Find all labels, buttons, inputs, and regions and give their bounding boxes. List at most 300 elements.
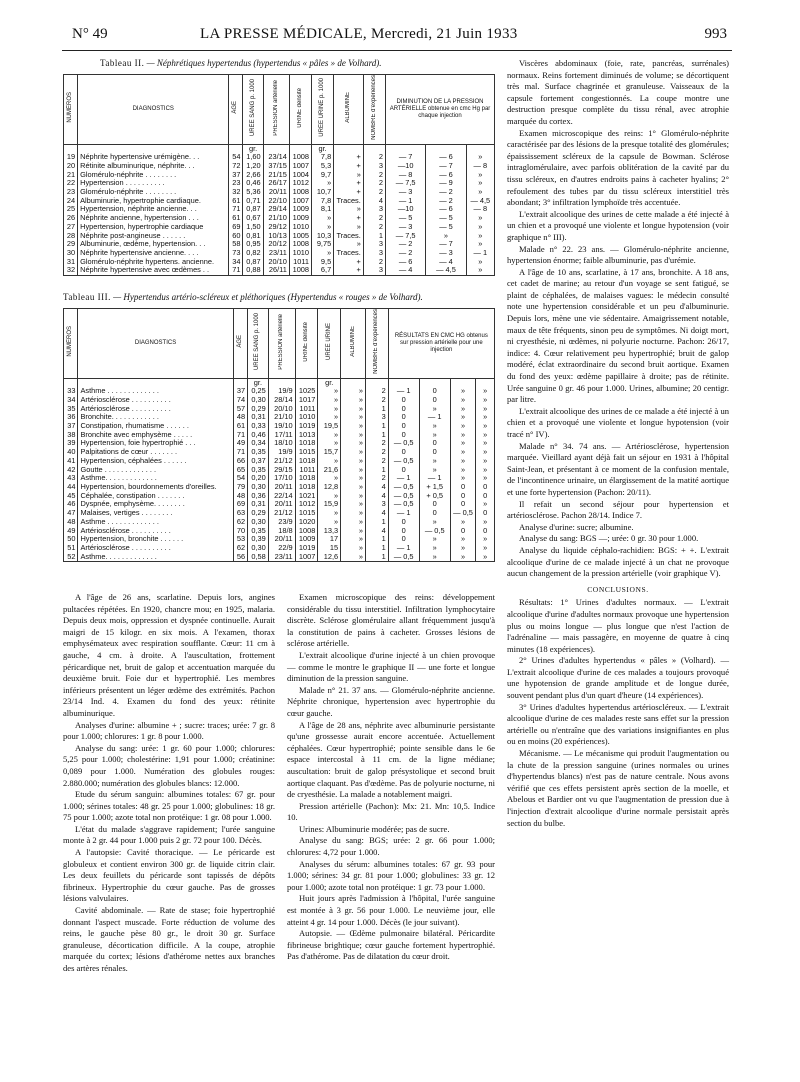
- paragraph: Analyses d'urine: albumine + ; sucre: traces; urée: 7 gr. 8 pour 1.000; chlorures: 1 gr. 8 pour 1.000.: [63, 719, 275, 742]
- table-cell: — 0,5: [388, 439, 419, 448]
- table-row: [64, 153, 495, 162]
- table-cell: 15: [318, 544, 341, 553]
- table-cell: 1,60: [243, 153, 263, 162]
- table-cell: 18/10: [268, 439, 295, 448]
- table-cell: 3: [363, 240, 385, 249]
- table-cell: 1010: [289, 223, 311, 232]
- table-cell: 0,35: [248, 466, 269, 475]
- table-cell: »: [476, 553, 495, 562]
- table-row: [64, 413, 495, 422]
- table-cell: — 1: [419, 474, 450, 483]
- diagnosis-cell: Hypertension, céphalées . . . . . .: [78, 457, 233, 466]
- table-cell: 63: [233, 509, 247, 518]
- table-cell: 0,30: [248, 483, 269, 492]
- table-cell: »: [466, 258, 494, 267]
- paragraph: Analyses du sérum: albumines totales: 67 gr. 93 pour 1.000; sérines: 34 gr. 81 pour 1.000; globulines: 33 gr. 12 pour 1.000; azote total non protéique: 1 gr. 73 pour 1.000.: [287, 858, 495, 892]
- table-cell: 46: [64, 500, 78, 509]
- table-cell: »: [466, 179, 494, 188]
- table-cell: 53: [233, 535, 247, 544]
- table-cell: 10/13: [263, 232, 289, 241]
- table-cell: 0,67: [243, 214, 263, 223]
- table-cell: »: [476, 448, 495, 457]
- table-cell: »: [476, 500, 495, 509]
- table-cell: — 1: [419, 413, 450, 422]
- table-cell: 34: [229, 258, 243, 267]
- diagnosis-cell: Asthme . . . . . . . . . . . . .: [78, 518, 233, 527]
- table-cell: »: [341, 474, 366, 483]
- table-cell: 1005: [289, 232, 311, 241]
- table-cell: »: [476, 396, 495, 405]
- table-cell: 12,8: [318, 483, 341, 492]
- table-cell: 4: [365, 527, 388, 536]
- table-cell: »: [341, 553, 366, 562]
- table-cell: — 1: [388, 509, 419, 518]
- table-cell: »: [341, 518, 366, 527]
- table-cell: 24: [64, 197, 78, 206]
- table-cell: 21/12: [268, 457, 295, 466]
- table-cell: 2: [363, 223, 385, 232]
- table-cell: »: [476, 405, 495, 414]
- table-cell: 0,58: [248, 553, 269, 562]
- table2-caption: Tableau II. — Néphrétiques hypertendus (hypertendus « pâles » de Volhard).: [100, 58, 382, 68]
- table-cell: Traces.: [334, 197, 364, 206]
- table-cell: 3: [365, 500, 388, 509]
- table-cell: 1011: [295, 466, 318, 475]
- table-cell: 1: [365, 405, 388, 414]
- t3-h-num: NUMÉROS: [64, 309, 78, 379]
- table-row: [64, 431, 495, 440]
- table-cell: 1: [365, 518, 388, 527]
- table-cell: 0: [388, 413, 419, 422]
- table-cell: 0: [419, 500, 450, 509]
- table-cell: »: [419, 457, 450, 466]
- table-cell: 1: [363, 232, 385, 241]
- table-cell: — 0,5: [388, 553, 419, 562]
- table-cell: 0: [450, 500, 476, 509]
- table-cell: — 8: [466, 162, 494, 171]
- table-cell: 23/9: [268, 518, 295, 527]
- table-cell: 26: [64, 214, 78, 223]
- table-cell: +: [334, 179, 364, 188]
- table-cell: 71: [229, 205, 243, 214]
- table-cell: 61: [229, 214, 243, 223]
- table-cell: — 4: [385, 266, 425, 275]
- table-cell: — 2: [385, 240, 425, 249]
- table-cell: — 7: [426, 240, 466, 249]
- table-cell: — 7: [385, 153, 425, 162]
- table-cell: 0: [419, 439, 450, 448]
- table-cell: 1: [365, 553, 388, 562]
- table-cell: 57: [233, 405, 247, 414]
- t3-h-pression: PRESSION artérielle: [268, 309, 295, 379]
- table-cell: 0,34: [248, 439, 269, 448]
- diagnosis-cell: Hypertension, foie hypertrophié . . .: [78, 439, 233, 448]
- table-cell: 1011: [289, 258, 311, 267]
- table-cell: — 0,5: [388, 457, 419, 466]
- table-cell: 21/12: [268, 509, 295, 518]
- table-cell: 0: [450, 483, 476, 492]
- table-cell: »: [341, 405, 366, 414]
- table-row: [64, 188, 495, 197]
- paragraph: Analyse du sang: BGS —; urée: 0 gr. 30 pour 1.000.: [519, 533, 699, 544]
- table-cell: »: [318, 405, 341, 414]
- table-cell: 2: [365, 396, 388, 405]
- table-cell: 56: [233, 553, 247, 562]
- table-cell: 54: [229, 153, 243, 162]
- diagnosis-cell: Néphrite hypertensive avec œdèmes . .: [78, 266, 229, 275]
- table-cell: »: [426, 232, 466, 241]
- table-cell: 1015: [295, 509, 318, 518]
- table-cell: Traces.: [334, 232, 364, 241]
- table-cell: 32: [64, 266, 78, 275]
- diagnosis-cell: Rétinite albuminurique, néphrite. . .: [78, 162, 229, 171]
- table-cell: 1019: [295, 544, 318, 553]
- page-number: 993: [704, 26, 727, 42]
- table-cell: — 5: [426, 214, 466, 223]
- table-cell: 1: [365, 422, 388, 431]
- table-cell: 69: [229, 223, 243, 232]
- table-cell: 10,3: [312, 232, 334, 241]
- table-cell: 0,46: [243, 179, 263, 188]
- table-cell: 0: [450, 492, 476, 501]
- table-cell: »: [466, 171, 494, 180]
- table-cell: 0,87: [243, 258, 263, 267]
- diagnosis-cell: Hypertension, néphrite ancienne. . .: [78, 205, 229, 214]
- table-cell: »: [318, 431, 341, 440]
- table-cell: 20/11: [268, 500, 295, 509]
- table-row: [64, 535, 495, 544]
- journal-title: LA PRESSE MÉDICALE, Mercredi, 21 Juin 1933: [200, 26, 518, 42]
- table-cell: 0: [419, 509, 450, 518]
- table-cell: »: [476, 544, 495, 553]
- table-cell: — 5: [385, 214, 425, 223]
- paragraph: Pression artérielle (Pachon): Mx: 21. Mn: 10,5. Indice 10.: [287, 800, 495, 823]
- table-cell: »: [466, 232, 494, 241]
- table-cell: 3: [363, 162, 385, 171]
- table-cell: 25: [64, 205, 78, 214]
- table-cell: 17: [318, 535, 341, 544]
- table-cell: 13,3: [318, 527, 341, 536]
- table-cell: 19/9: [268, 387, 295, 396]
- paragraph: L'extrait alcoolique d'urine injecté à un chien provoque — comme le montre le graphique II — une forte et longue diminution de la pression sanguine.: [287, 649, 495, 684]
- table-cell: 9,7: [312, 171, 334, 180]
- table-cell: +: [334, 188, 364, 197]
- paragraph: Analyse d'urine: sucre; albumine.: [519, 521, 634, 532]
- table-cell: 74: [233, 396, 247, 405]
- table-row: [64, 483, 495, 492]
- table-cell: »: [419, 553, 450, 562]
- table2-body: [64, 144, 495, 276]
- table-row: [64, 387, 495, 396]
- table-cell: 36: [64, 413, 78, 422]
- t2-h-num: NUMÉROS: [64, 75, 78, 145]
- diagnosis-cell: Artériosclérose . . . . . . . . . .: [78, 544, 233, 553]
- table-cell: »: [341, 396, 366, 405]
- t2-h-pression: PRESSION artérielle: [263, 75, 289, 145]
- table-cell: 7,8: [312, 197, 334, 206]
- table-cell: 27: [64, 223, 78, 232]
- table-cell: 49: [233, 439, 247, 448]
- table-cell: 20/10: [263, 258, 289, 267]
- table-cell: 62: [233, 544, 247, 553]
- table-cell: 17/10: [268, 474, 295, 483]
- table-cell: 29/14: [263, 205, 289, 214]
- table-cell: 61: [233, 422, 247, 431]
- table-row: [64, 500, 495, 509]
- table-cell: 19/9: [268, 448, 295, 457]
- table-row: [64, 509, 495, 518]
- table-cell: »: [341, 457, 366, 466]
- table-cell: 1010: [295, 413, 318, 422]
- table-row: [64, 457, 495, 466]
- table-cell: 39: [64, 439, 78, 448]
- paragraph: Examen microscopique des reins: 1° Glomérulo-néphrite caractérisée par des lésions de la presque totalité des glomérules; épaississement scléreux de la capsule de Bowman. Sclérose intraglomérulaire, avec parfois oblitération de la cavité par du tissu scléreux, en d'autres endroits pains à cacheter hyalins; 2° refoulement des tubes par du tissu scléreux interstitiel très abondant; 3° infiltration lymphoïde très accentuée.: [507, 127, 729, 208]
- table-cell: 1008: [289, 240, 311, 249]
- table-cell: 3: [363, 266, 385, 275]
- table-cell: »: [450, 396, 476, 405]
- page-header: [72, 26, 727, 48]
- diagnosis-cell: Néphrite post-angineuse . . . . . .: [78, 232, 229, 241]
- table-cell: — 7,5: [385, 232, 425, 241]
- table-cell: 1: [365, 466, 388, 475]
- table-cell: »: [419, 431, 450, 440]
- t2-h-albumine: ALBUMINE: [334, 75, 364, 145]
- table-row: [64, 240, 495, 249]
- table-cell: 1018: [295, 483, 318, 492]
- table-cell: »: [466, 214, 494, 223]
- table-cell: »: [318, 413, 341, 422]
- table-cell: 1: [365, 431, 388, 440]
- table-cell: 22: [64, 179, 78, 188]
- table-row: [64, 223, 495, 232]
- table-cell: 29/12: [263, 223, 289, 232]
- table-cell: 2,66: [243, 171, 263, 180]
- paragraph: Malade n° 21. 37 ans. — Glomérulo-néphrite ancienne. Néphrite chronique, hypertension avec hypertrophie du cœur gauche.: [287, 684, 495, 718]
- table-cell: »: [318, 509, 341, 518]
- table-cell: »: [476, 466, 495, 475]
- table-row: [64, 258, 495, 267]
- table-cell: 52: [64, 553, 78, 562]
- table-cell: 0,95: [243, 240, 263, 249]
- table-cell: »: [450, 518, 476, 527]
- table-cell: — 4: [426, 258, 466, 267]
- table-cell: 0,81: [243, 232, 263, 241]
- table-cell: »: [341, 431, 366, 440]
- diagnosis-cell: Bronchite avec emphysème . . . . .: [78, 431, 233, 440]
- table-cell: 0: [476, 527, 495, 536]
- table-cell: — 3: [385, 188, 425, 197]
- table-cell: —10: [385, 205, 425, 214]
- table-cell: 26/17: [263, 179, 289, 188]
- table-row: [64, 179, 495, 188]
- table-cell: 34: [64, 396, 78, 405]
- table-cell: 20: [64, 162, 78, 171]
- table-cell: 71: [229, 266, 243, 275]
- table-cell: 1018: [295, 439, 318, 448]
- table-cell: 29/15: [268, 466, 295, 475]
- table-cell: »: [341, 527, 366, 536]
- table-cell: + 1,5: [419, 483, 450, 492]
- table-cell: 49: [64, 527, 78, 536]
- table-cell: 0,71: [243, 197, 263, 206]
- table-cell: 1018: [295, 457, 318, 466]
- table-cell: »: [450, 431, 476, 440]
- diagnosis-cell: Néphrite hypertensive urémigène. . .: [78, 153, 229, 162]
- table-cell: »: [341, 413, 366, 422]
- table-cell: 47: [64, 509, 78, 518]
- t3-h-uree-urine: URÉE URINE: [318, 309, 341, 379]
- diagnosis-cell: Bronchite. . . . . . . . . . . .: [78, 413, 233, 422]
- table-cell: — 0,5: [388, 500, 419, 509]
- table-cell: 1008: [295, 527, 318, 536]
- t2-h-age: ÂGE: [229, 75, 243, 145]
- table-cell: 4: [365, 492, 388, 501]
- table-cell: — 2: [426, 197, 466, 206]
- table-cell: — 8: [466, 205, 494, 214]
- table-cell: »: [312, 223, 334, 232]
- table-cell: »: [341, 387, 366, 396]
- table-cell: 21,6: [318, 466, 341, 475]
- table-cell: 1025: [295, 387, 318, 396]
- table-cell: 0: [450, 527, 476, 536]
- diagnosis-cell: Néphrite ancienne, hypertension . . .: [78, 214, 229, 223]
- paragraph: A l'autopsie: Cavité thoracique. — Le péricarde est globuleux et contient environ 300 gr. de liquide citrin clair. Les deux feuillets du péricarde sont tapissés de dépôts fibrineux. Hypertrophie du cœur gauche. Pas de grosses lésions valvulaires.: [63, 847, 275, 904]
- table-cell: 2: [363, 258, 385, 267]
- table-cell: 1018: [295, 474, 318, 483]
- diagnosis-cell: Néphrite hypertensive ancienne. . . .: [78, 249, 229, 258]
- table-cell: 0,33: [248, 422, 269, 431]
- table-cell: 43: [64, 474, 78, 483]
- t2-h-nombre: NOMBRE d'expériences: [363, 75, 385, 145]
- table-cell: 15,7: [318, 448, 341, 457]
- paragraph: A l'âge de 26 ans, scarlatine. Depuis lors, angines pultacées répétées. En 1920, chancre mou; en 1925, malaria. Depuis deux mois, oppression et dyspnée continuelle. Aurait maigri de 15 kilogr. en six mois. A l'examen, thorax emphysémateux avec respiration soufflante. Cœur: 11 cm à gauche, 4 cm. à droite. A l'auscultation, frottement péricardique net, bruit de galop et accentuation marquée du deuxième bruit. Foie dur et hypertrophié. Les membres inférieurs présentent un léger œdème des extrémités. Pachon 23/14 Ind. 4. Examen du fond des yeux: rétinite albuminurique.: [63, 592, 275, 718]
- table-cell: »: [334, 223, 364, 232]
- header-rule: [62, 50, 732, 51]
- paragraph: Malade n° 22. 23 ans. — Glomérulo-néphrite ancienne, hypertension énorme; faible albuminurie, pas d'urémie.: [507, 243, 729, 266]
- table-cell: 22/9: [268, 544, 295, 553]
- table-cell: »: [476, 439, 495, 448]
- paragraph: Examen microscopique des reins: développement considérable du tissu interstitiel. Infiltration lymphocytaire discrète. Sclérose glomérulaire allant fréquemment jusqu'à la constitution de pains à cacheter. Grosses lésions de sclérose artérielle.: [287, 592, 495, 649]
- diagnosis-cell: Constipation, rhumatisme . . . . . .: [78, 422, 233, 431]
- table-cell: 0,39: [248, 535, 269, 544]
- table-cell: »: [419, 405, 450, 414]
- table-row: [64, 396, 495, 405]
- table-cell: 1012: [289, 179, 311, 188]
- issue-number: N° 49: [72, 26, 108, 42]
- diagnosis-cell: Asthme . . . . . . . . . . . . .: [78, 387, 233, 396]
- table-cell: 21/15: [263, 171, 289, 180]
- table-cell: 4: [365, 509, 388, 518]
- diagnosis-cell: Malaises, vertiges . . . . . . . .: [78, 509, 233, 518]
- table-row: [64, 518, 495, 527]
- table-cell: 12,6: [318, 553, 341, 562]
- table-cell: 21/10: [263, 214, 289, 223]
- table-cell: 69: [233, 500, 247, 509]
- diagnosis-cell: Asthme. . . . . . . . . . . . .: [78, 474, 233, 483]
- table-cell: »: [466, 240, 494, 249]
- paragraph: Mécanisme. — Le mécanisme qui produit l'augmentation ou la chute de la pression sanguine (urines normales ou urines d'hypertendus blancs) n'est pas de nature centrale. Nous avons vérifié que ces effets persistent après section de la moelle, et Abelous et Bardier ont vu que l'augmentation de pression due à l'injection d'extrait alcoolique d'urine normale persistait après section du bulbe.: [507, 748, 729, 828]
- table-cell: 15,9: [318, 500, 341, 509]
- table-cell: 37: [233, 387, 247, 396]
- table-cell: 0,30: [248, 518, 269, 527]
- table-cell: 22/10: [263, 197, 289, 206]
- table-cell: »: [341, 509, 366, 518]
- table-cell: »: [450, 553, 476, 562]
- table-cell: 0: [476, 509, 495, 518]
- table-cell: 0: [419, 396, 450, 405]
- table-cell: 20/10: [268, 405, 295, 414]
- table-cell: +: [334, 153, 364, 162]
- table-cell: 20/11: [268, 535, 295, 544]
- table-row: [64, 492, 495, 501]
- table-cell: »: [419, 518, 450, 527]
- table-row: [64, 162, 495, 171]
- table-cell: +: [334, 214, 364, 223]
- table-cell: »: [466, 188, 494, 197]
- table-cell: 0: [388, 448, 419, 457]
- table-cell: 23/11: [268, 553, 295, 562]
- table-cell: 20/11: [268, 483, 295, 492]
- table-row: [64, 553, 495, 562]
- t2-h-diag: DIAGNOSTICS: [78, 75, 229, 145]
- table-cell: 1013: [295, 431, 318, 440]
- table-cell: »: [450, 474, 476, 483]
- table-row: [64, 214, 495, 223]
- table-cell: 40: [64, 448, 78, 457]
- table-cell: »: [341, 439, 366, 448]
- table-cell: »: [450, 422, 476, 431]
- table-cell: 1007: [295, 553, 318, 562]
- table-cell: — 6: [426, 153, 466, 162]
- table-cell: 54: [233, 474, 247, 483]
- table-cell: — 6: [426, 171, 466, 180]
- diagnosis-cell: Hypertension, hypertrophie cardiaque: [78, 223, 229, 232]
- table-cell: 19/10: [268, 422, 295, 431]
- table-cell: »: [318, 387, 341, 396]
- t2-h-uree-sang: URÉE SANG p. 1000: [243, 75, 263, 145]
- text-column-1: [63, 592, 275, 975]
- table-cell: 2: [365, 448, 388, 457]
- paragraph: Etude du sérum sanguin: albumines totales: 67 gr. pour 1.000; sérines totales: 48 gr. 25 pour 1.000; globulines: 18 gr. 75 pour 1.000; azote total non protéique: 1 gr. 08 pour 1.000.: [63, 789, 275, 823]
- table-cell: 0: [388, 431, 419, 440]
- table-cell: 32: [229, 188, 243, 197]
- table-cell: 0,25: [248, 387, 269, 396]
- table-row: [64, 439, 495, 448]
- table-cell: »: [318, 396, 341, 405]
- paragraph: L'état du malade s'aggrave rapidement; l'urée sanguine monte à 2 gr. 44 pour 1.000 puis 2 gr. 72 pour 100. Décès.: [63, 823, 275, 846]
- table-cell: »: [450, 439, 476, 448]
- t3-h-albumine: ALBUMINE: [341, 309, 366, 379]
- diagnosis-cell: Glomérulo-néphrite . . . . . . . .: [78, 171, 229, 180]
- diagnosis-cell: Asthme. . . . . . . . . . . . .: [78, 553, 233, 562]
- table-cell: 1009: [289, 205, 311, 214]
- table-cell: — 2: [426, 188, 466, 197]
- t3-h-nombre: NOMBRE d'expériences: [365, 309, 388, 379]
- table-cell: 20/12: [263, 240, 289, 249]
- table-cell: 21/10: [268, 413, 295, 422]
- diagnosis-cell: Hypertension . . . . . . . . . .: [78, 179, 229, 188]
- table-cell: 48: [233, 413, 247, 422]
- table-cell: 18/8: [268, 527, 295, 536]
- table-cell: »: [450, 448, 476, 457]
- table-cell: — 6: [385, 258, 425, 267]
- table-cell: »: [450, 544, 476, 553]
- diagnosis-cell: Glomérulo-néphrite . . . . . . . .: [78, 188, 229, 197]
- table-cell: 37/15: [263, 162, 289, 171]
- table-cell: »: [450, 405, 476, 414]
- table-cell: 23/14: [263, 153, 289, 162]
- table-cell: »: [341, 422, 366, 431]
